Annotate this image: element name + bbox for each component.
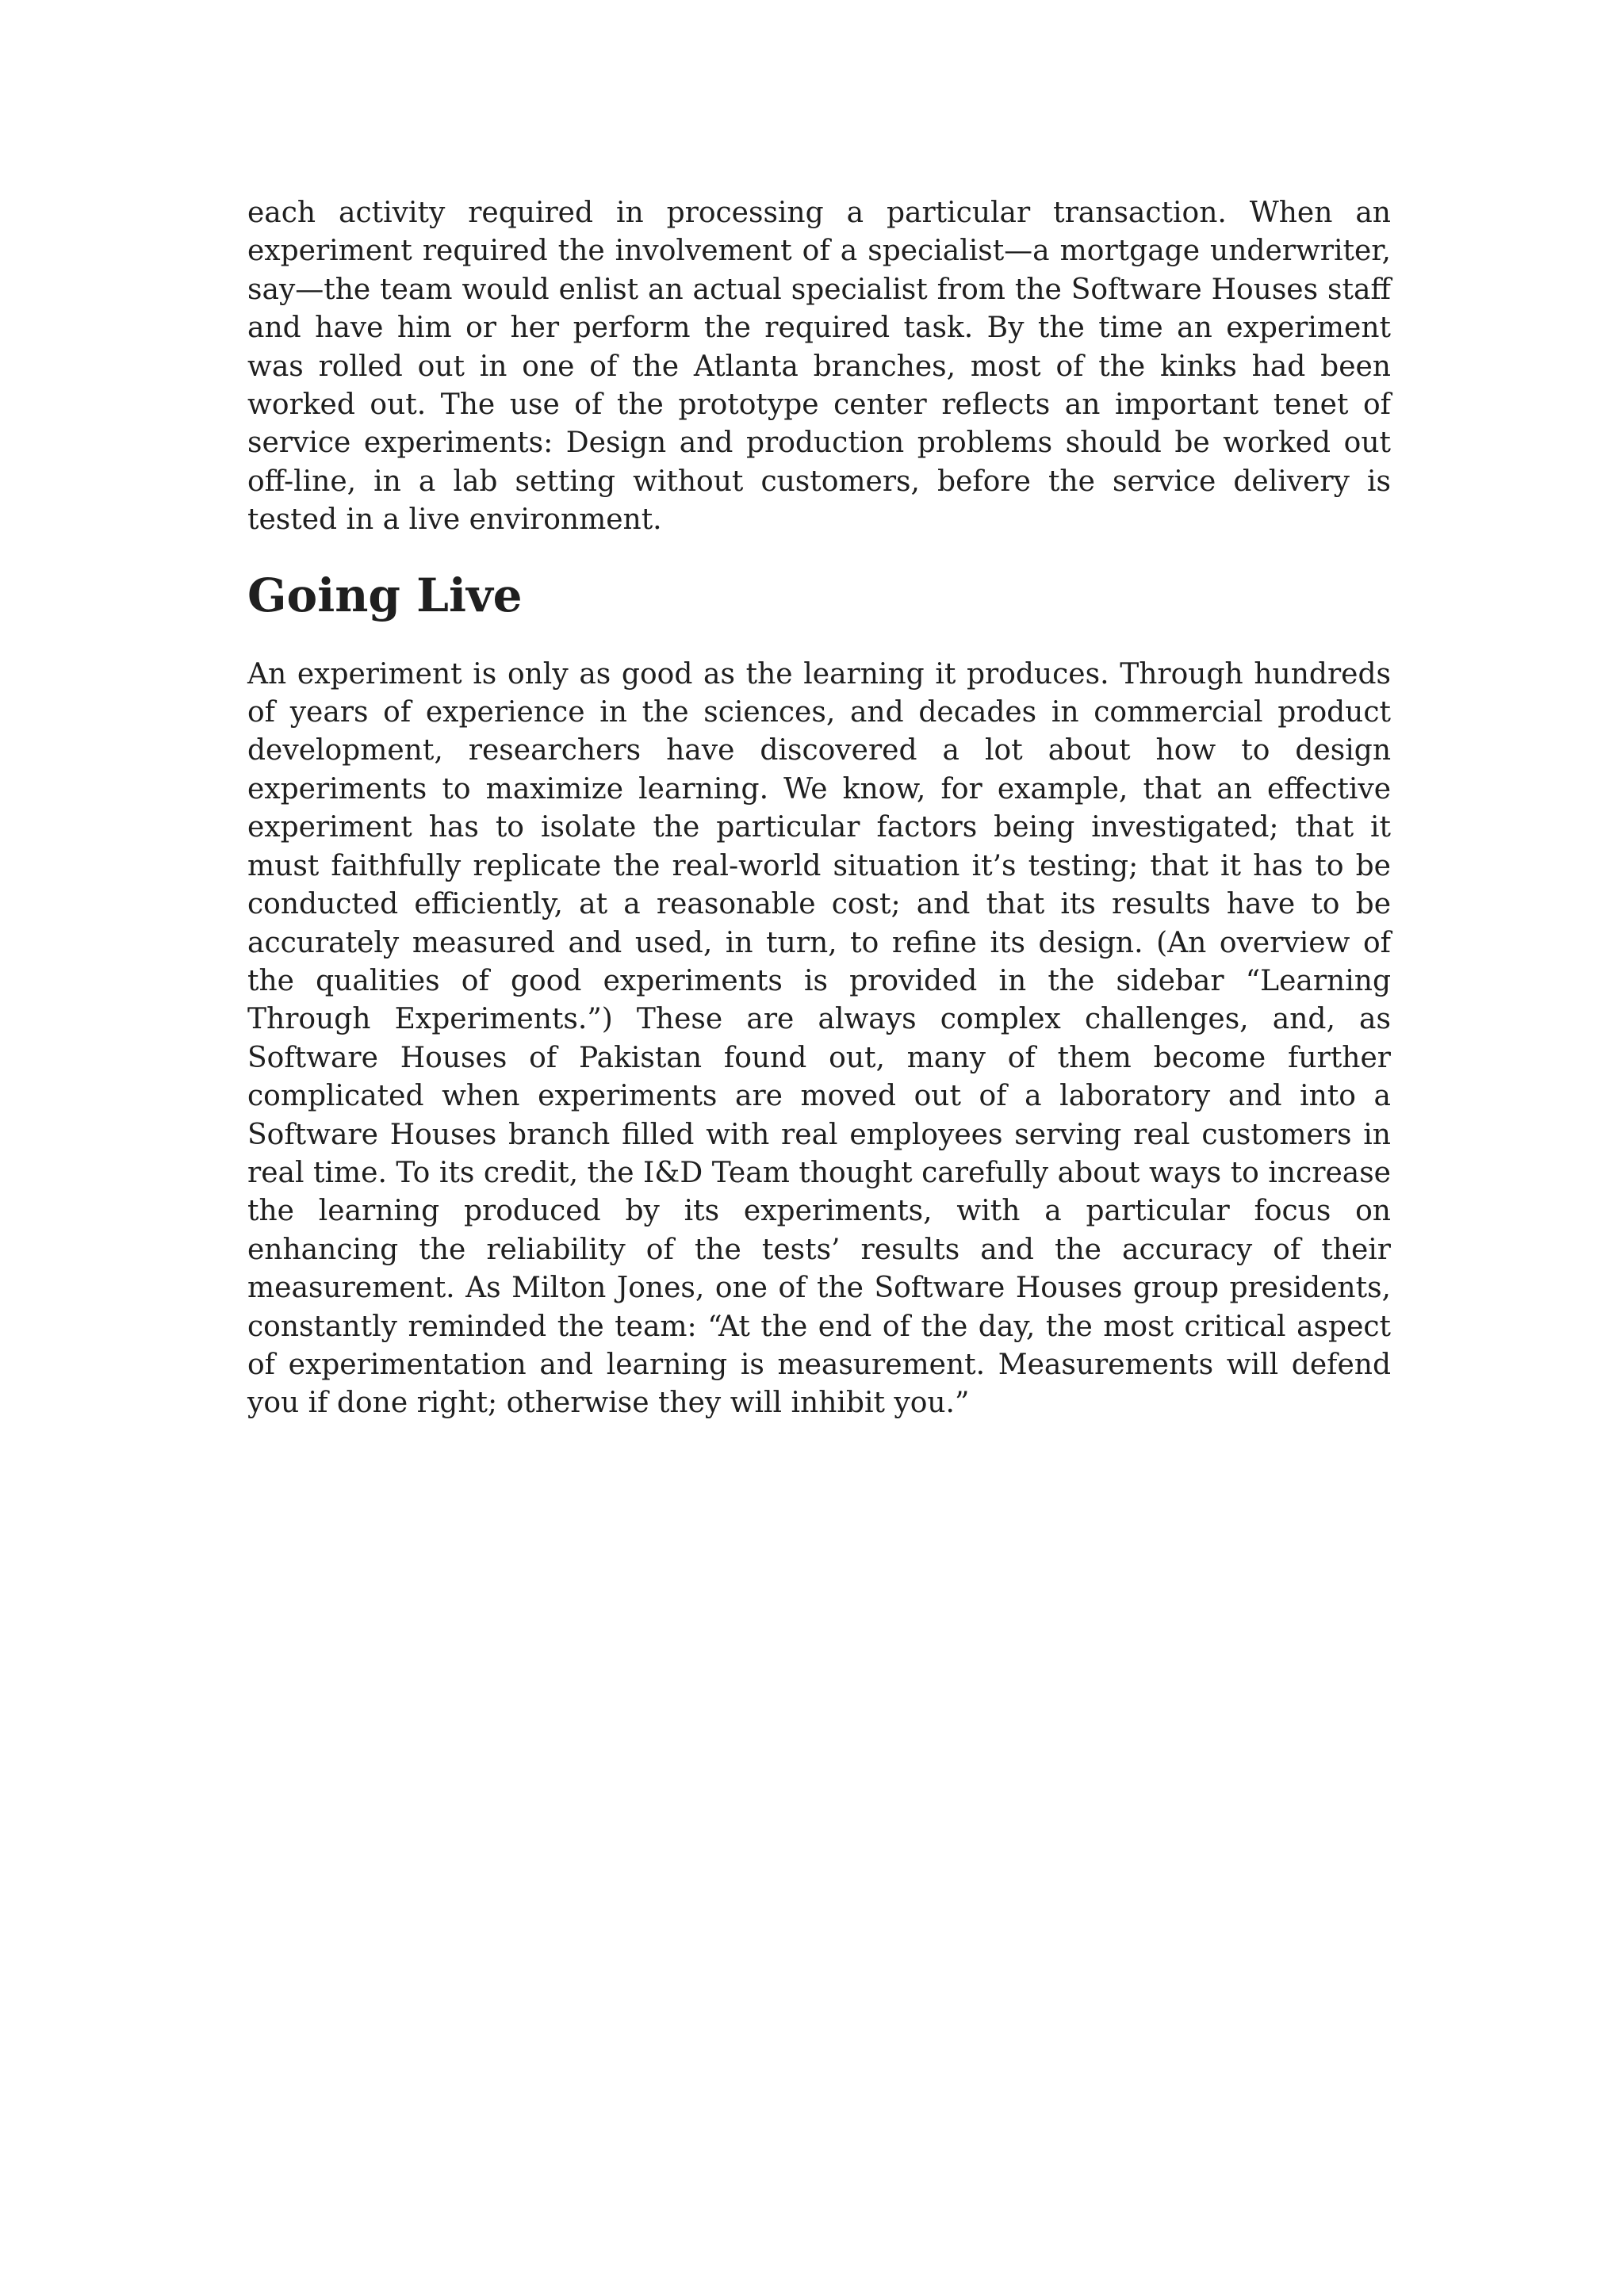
section-heading: Going Live (247, 568, 523, 622)
going-live-paragraph: An experiment is only as good as the learning it produces. Through hundreds of years of experience in the sciences, and decades in commercial product development, researchers have discovered a lot about how to design experiments to maximize learning. We know, for example, that an effective experiment has to isolate the particular factors being investigated; that it must faithfully replicate the real-world situation it’s testing; that it has to be conducted efficiently, at a reasonable cost; and that its results have to be accurately measured and used, in turn, to refine its design. (An overview of the qualities of good experiments is provided in the sidebar “Learning Through Experiments.”) These are always complex challenges, and, as Software Houses of Pakistan found out, many of them become further complicated when experiments are moved out of a laboratory and into a Software Houses branch filled with real employees serving real customers in real time. To its credit, the I&D Team thought carefully about ways to increase the learning produced by its experiments, with a particular focus on enhancing the reliability of the tests’ results and the accuracy of their measurement. As Milton Jones, one of the Software Houses group presidents, constantly reminded the team: “At the end of the day, the most critical aspect of experimentation and learning is measurement. Measurements will defend you if done right; otherwise they will inhibit you.” (247, 657, 1391, 1420)
intro-paragraph: each activity required in processing a particular transaction. When an experiment required the involvement of a specialist—a mortgage underwriter, say—the team would enlist an actual specialist from the Software Houses staff and have him or her perform the required task. By the time an experiment was rolled out in one of the Atlanta branches, most of the kinks had been worked out. The use of the prototype center reflects an important tenet of service experiments: Design and production problems should be worked out off-line, in a lab setting without customers, before the service delivery is tested in a live environment. (247, 197, 1391, 537)
document-body (247, 194, 1391, 1423)
